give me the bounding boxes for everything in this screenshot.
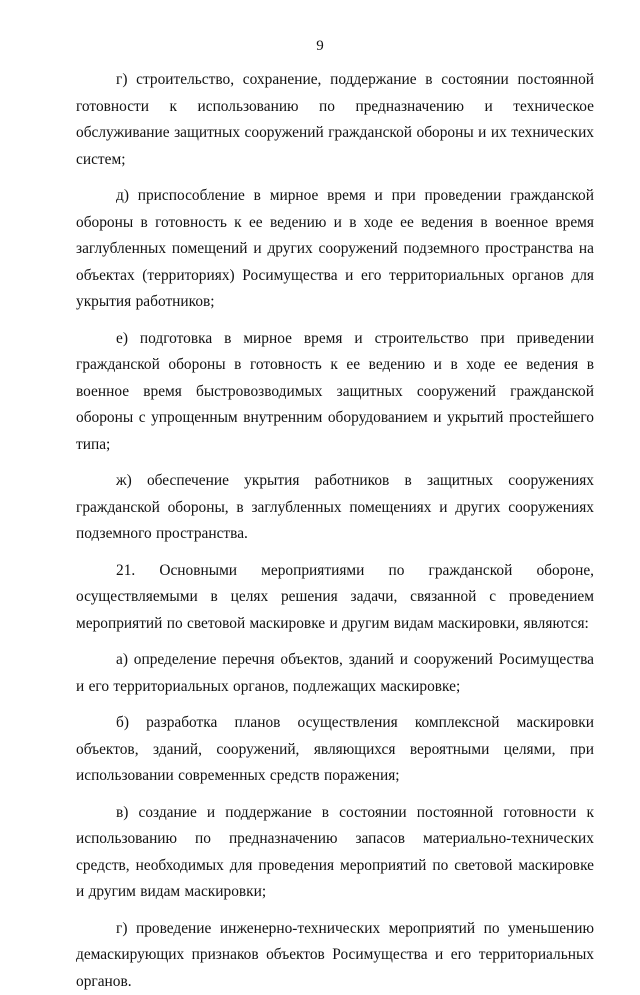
paragraph-a-object-list: а) определение перечня объектов, зданий и сооружений Росимущества и его территориальных органов, подлежащих маскировке; <box>76 647 594 700</box>
paragraph-d-adaptation: д) приспособление в мирное время и при проведении гражданской обороны в готовность к ее ведению и в ходе ее ведения в военное время заглубленных помещений и других сооружений подземного пространства на объектах (территориях) Росимущества и его территориальных органов для укрытия работников; <box>76 183 594 316</box>
document-body <box>76 67 594 995</box>
paragraph-g-construction: г) строительство, сохранение, поддержание в состоянии постоянной готовности к использованию по предназначению и техническое обслуживание защитных сооружений гражданской обороны и их технических систем; <box>76 67 594 173</box>
paragraph-zh-shelter: ж) обеспечение укрытия работников в защитных сооружениях гражданской обороны, в заглубленных помещениях и других сооружениях подземного пространства. <box>76 468 594 548</box>
paragraph-21-camouflage-measures: 21. Основными мероприятиями по гражданской обороне, осуществляемыми в целях решения задачи, связанной с проведением мероприятий по световой маскировке и другим видам маскировки, являются: <box>76 558 594 638</box>
paragraph-e-preparation: е) подготовка в мирное время и строительство при приведении гражданской обороны в готовность к ее ведению и в ходе ее ведения в военное время быстровозводимых защитных сооружений гражданской обороны с упрощенным внутренним оборудованием и укрытий простейшего типа; <box>76 326 594 459</box>
paragraph-v-material-reserves: в) создание и поддержание в состоянии постоянной готовности к использованию по предназначению запасов материально-технических средств, необходимых для проведения мероприятий по световой маскировке и другим видам маскировки; <box>76 800 594 906</box>
page-number: 9 <box>0 38 640 55</box>
paragraph-b-camouflage-plans: б) разработка планов осуществления комплексной маскировки объектов, зданий, сооружений, являющихся вероятными целями, при использовании современных средств поражения; <box>76 710 594 790</box>
paragraph-g-engineering-measures: г) проведение инженерно-технических мероприятий по уменьшению демаскирующих признаков объектов Росимущества и его территориальных органов. <box>76 916 594 995</box>
